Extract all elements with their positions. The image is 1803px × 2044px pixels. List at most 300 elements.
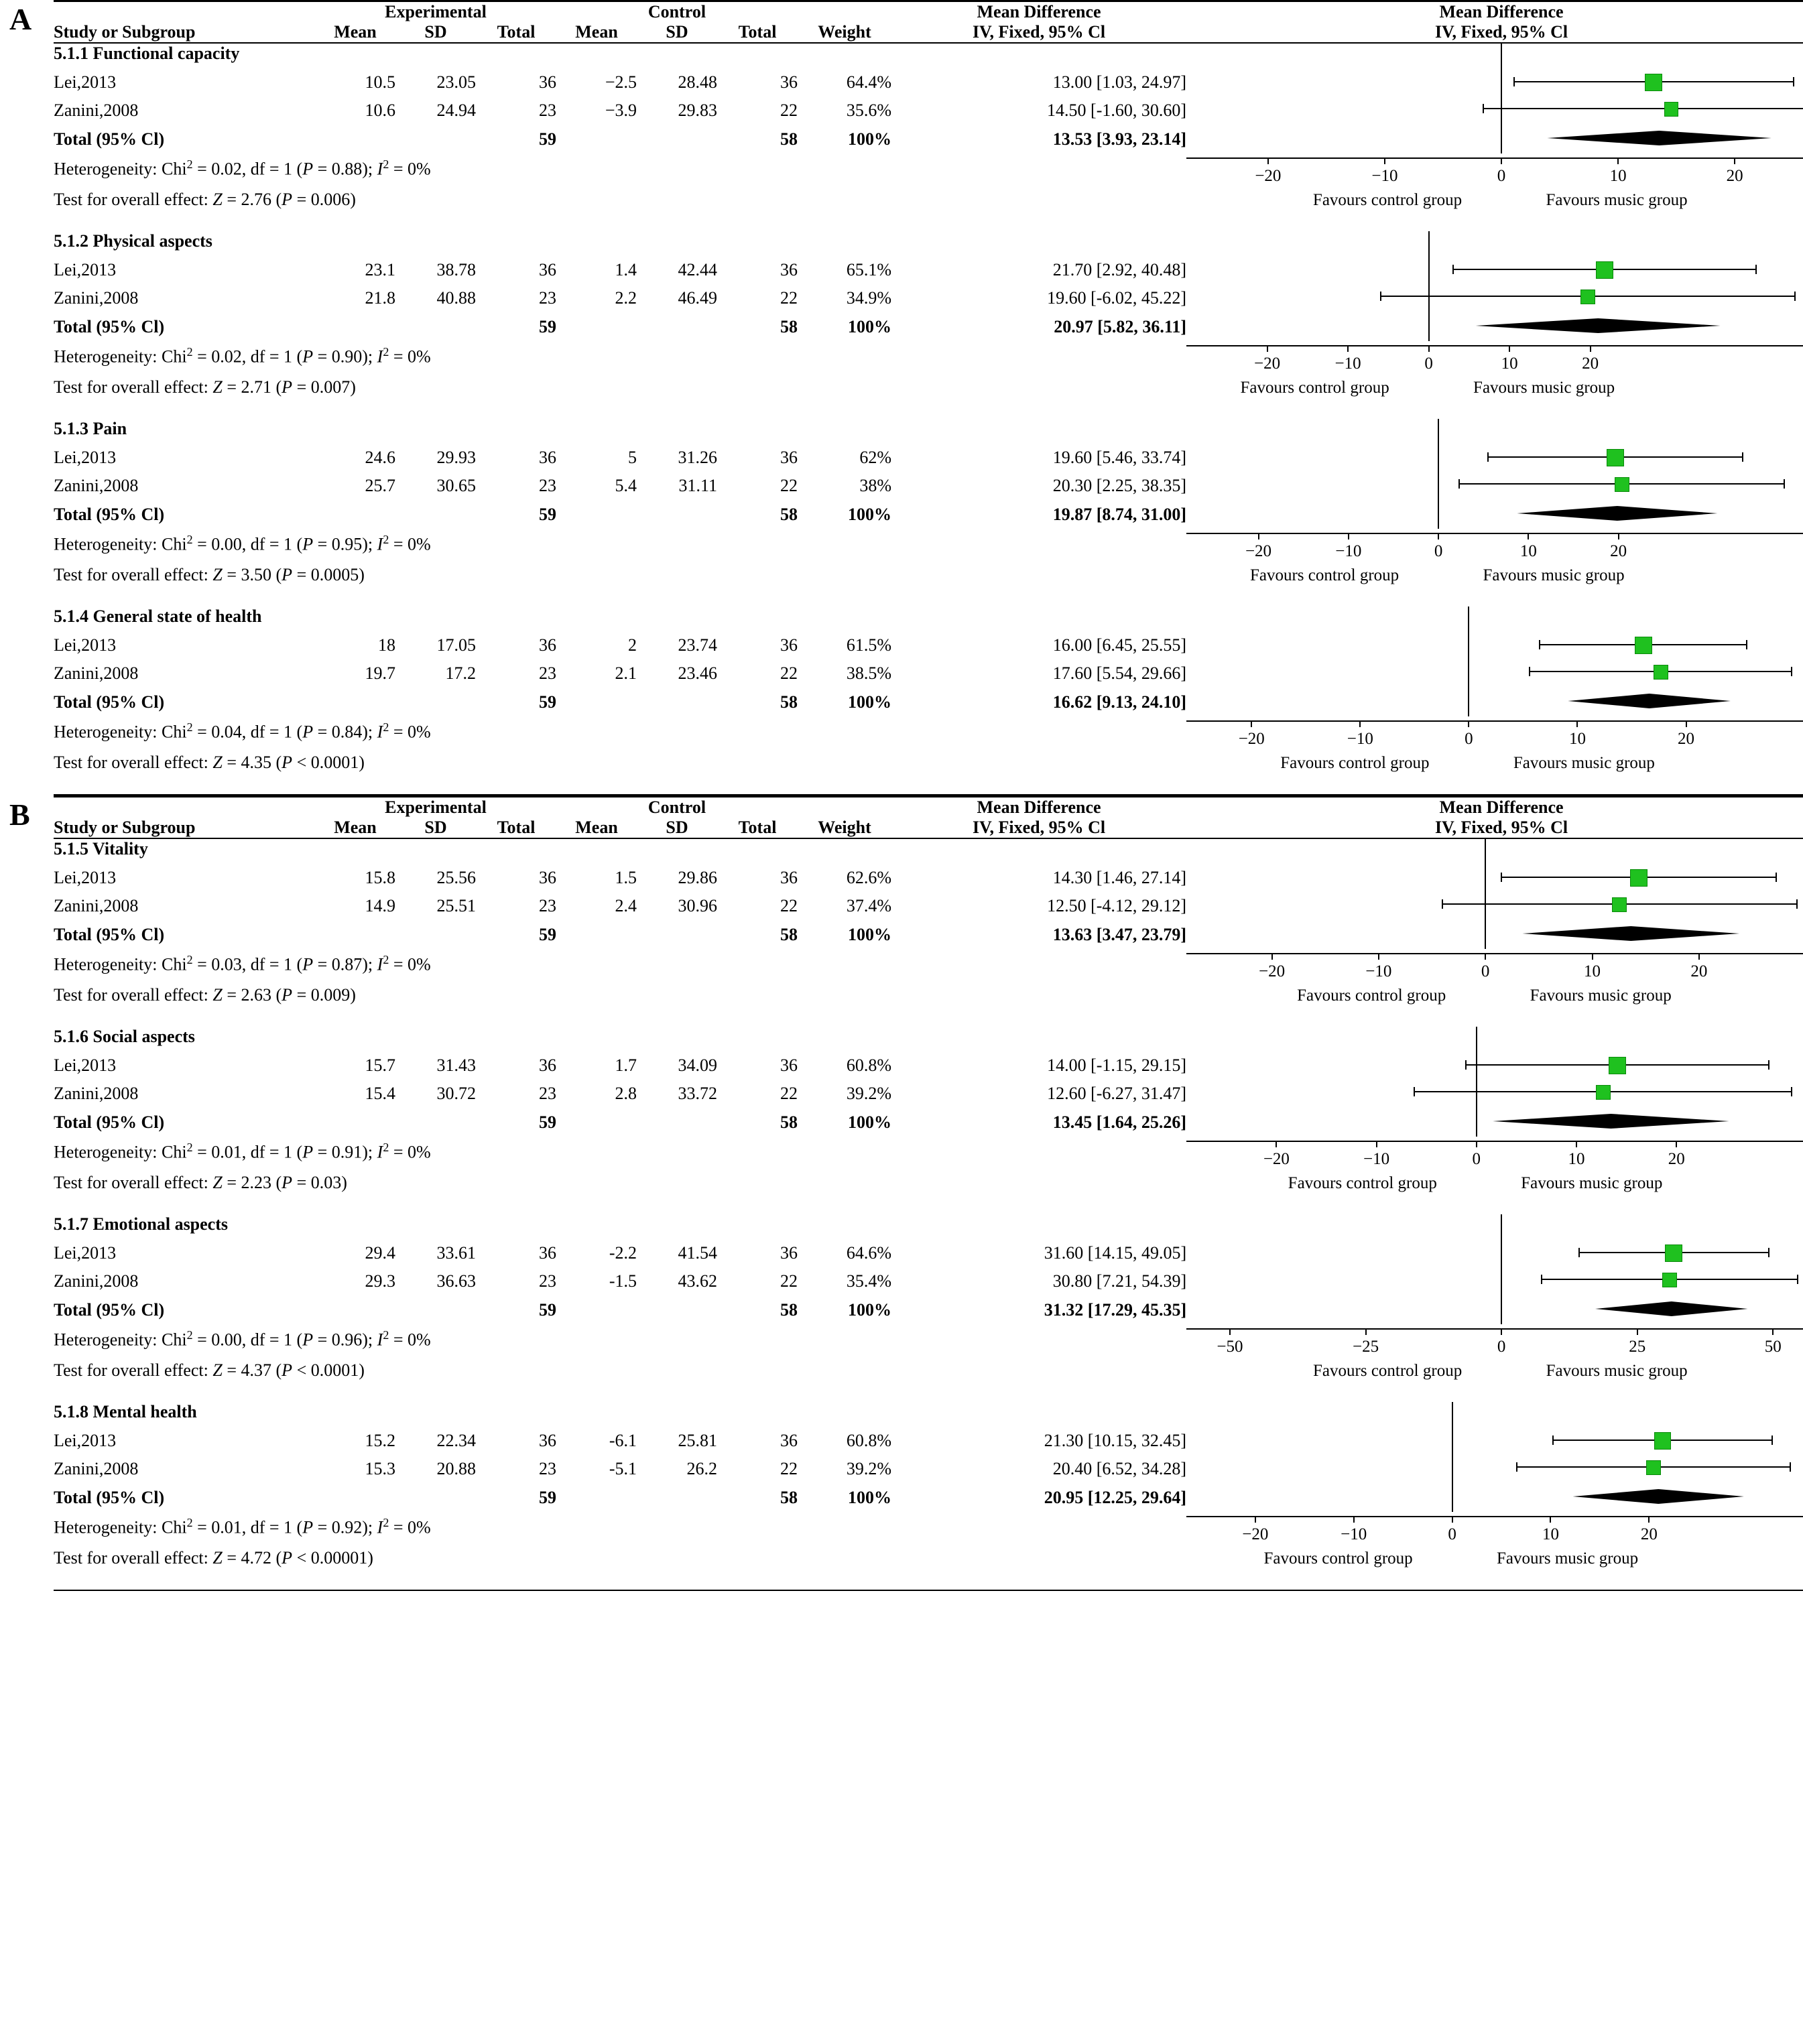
favours-right-label: Favours music group	[1530, 986, 1672, 1005]
subgroup-block	[54, 419, 1803, 594]
forest-table	[54, 797, 1803, 838]
ctl-total: 22	[780, 1271, 798, 1291]
ci-cap-right	[1794, 292, 1796, 301]
axis-tick-label: 10	[1584, 962, 1601, 980]
axis-tick-label: 10	[1568, 730, 1586, 748]
exp-mean: 10.6	[365, 101, 395, 120]
total-exp-n: 59	[539, 1487, 556, 1507]
axis-tick-label: −10	[1363, 1150, 1390, 1168]
total-exp-n: 59	[539, 1299, 556, 1320]
subgroup-title: 5.1.7 Emotional aspects	[54, 1214, 228, 1234]
pooled-diamond	[1186, 1488, 1803, 1505]
ctl-mean: -2.2	[609, 1242, 637, 1263]
total-ctl-n: 58	[780, 316, 798, 336]
study-name: Zanini,2008	[54, 896, 139, 915]
total-mean-difference: 16.62 [9.13, 24.10]	[1052, 692, 1187, 712]
mean-difference-value: 19.60 [-6.02, 45.22]	[1047, 288, 1187, 308]
total-ctl-n: 58	[780, 129, 798, 149]
study-name: Lei,2013	[54, 259, 117, 279]
ctl-total: 36	[780, 447, 798, 467]
mean-difference-value: 21.70 [2.92, 40.48]	[1052, 259, 1187, 279]
panel-letter: A	[9, 2, 32, 36]
header-exp-sd: SD	[424, 818, 447, 837]
weight-value: 35.4%	[846, 1271, 891, 1291]
plot-axis	[1186, 533, 1803, 594]
ctl-mean: 5	[628, 447, 637, 467]
axis-tick-label: 20	[1610, 542, 1627, 560]
total-exp-n: 59	[539, 692, 556, 712]
axis-cell	[1186, 1141, 1803, 1202]
axis-tick-label: 0	[1481, 962, 1490, 980]
mean-difference-value: 21.30 [10.15, 32.45]	[1044, 1430, 1187, 1450]
total-weight: 100%	[848, 129, 891, 149]
axis-tick-label: −10	[1335, 542, 1362, 560]
axis-tick	[1384, 157, 1385, 164]
ci-cap-left	[1380, 292, 1381, 301]
subgroup-title: 5.1.2 Physical aspects	[54, 231, 212, 251]
exp-mean: 10.5	[365, 72, 395, 92]
axis-tick	[1229, 1328, 1231, 1335]
ctl-sd: 25.81	[678, 1430, 717, 1450]
total-mean-difference: 19.87 [8.74, 31.00]	[1052, 504, 1187, 524]
exp-sd: 20.88	[436, 1459, 476, 1478]
axis-tick-label: 0	[1497, 167, 1506, 185]
axis-tick	[1378, 953, 1379, 960]
ctl-mean: -6.1	[609, 1430, 637, 1450]
axis-tick-label: 25	[1629, 1338, 1646, 1356]
header-weight: Weight	[818, 22, 871, 42]
mean-difference-value: 17.60 [5.54, 29.66]	[1052, 663, 1187, 683]
subgroup-title-row	[54, 606, 1803, 635]
ctl-total: 36	[780, 1055, 798, 1075]
heterogeneity-text: Heterogeneity: Chi$^2$ = 0.02, df = 1 (P = 0.90); $I^2 = 0\%$	[54, 345, 431, 367]
weight-value: 38.5%	[846, 663, 891, 683]
ci-cap-left	[1529, 667, 1530, 676]
ci-cap-left	[1483, 104, 1484, 113]
weight-value: 60.8%	[846, 1055, 891, 1075]
header-mean-difference: Mean Difference	[977, 2, 1101, 21]
axis-line	[1186, 1516, 1803, 1517]
ctl-sd: 31.26	[678, 447, 717, 467]
plot-axis	[1186, 1516, 1803, 1578]
mean-difference-value: 30.80 [7.21, 54.39]	[1052, 1271, 1187, 1291]
header-md-sub: IV, Fixed, 95% Cl	[972, 818, 1106, 837]
mean-difference-value: 19.60 [5.46, 33.74]	[1052, 447, 1187, 467]
axis-tick-label: −20	[1254, 355, 1281, 373]
axis-line	[1186, 1328, 1803, 1330]
subgroup-title-row	[54, 1214, 1803, 1243]
heterogeneity-row	[54, 533, 1803, 565]
header-md-sub-plot: IV, Fixed, 95% Cl	[1434, 818, 1568, 837]
header-experimental: Experimental	[385, 2, 487, 21]
axis-tick-label: 50	[1764, 1338, 1782, 1356]
exp-total: 36	[539, 1430, 556, 1450]
ctl-sd: 26.2	[686, 1459, 717, 1478]
study-name: Lei,2013	[54, 447, 117, 467]
exp-sd: 25.56	[436, 867, 476, 887]
forest-plot	[1186, 606, 1803, 720]
heterogeneity-text: Heterogeneity: Chi$^2$ = 0.04, df = 1 (P = 0.84); $I^2 = 0\%$	[54, 720, 431, 742]
subgroup-title-row	[54, 1402, 1803, 1431]
header-md-sub: IV, Fixed, 95% Cl	[972, 22, 1106, 42]
exp-sd: 31.43	[436, 1055, 476, 1075]
favours-left-label: Favours control group	[1312, 191, 1463, 209]
total-mean-difference: 13.53 [3.93, 23.14]	[1052, 129, 1187, 149]
weight-value: 39.2%	[846, 1084, 891, 1103]
study-name: Zanini,2008	[54, 1084, 139, 1103]
axis-cell	[1186, 157, 1803, 219]
axis-tick-label: −25	[1352, 1338, 1379, 1356]
study-name: Zanini,2008	[54, 476, 139, 495]
ctl-sd: 42.44	[678, 259, 717, 279]
subgroup-block	[54, 606, 1803, 782]
axis-cell	[1186, 1516, 1803, 1578]
overall-effect-text: Test for overall effect: Z = 4.35 (P < 0.0001)	[54, 752, 365, 772]
total-weight: 100%	[848, 504, 891, 524]
exp-total: 36	[539, 867, 556, 887]
ctl-sd: 46.49	[678, 288, 717, 308]
header-control: Control	[647, 2, 706, 21]
ctl-mean: −2.5	[605, 72, 637, 92]
axis-tick-label: −10	[1347, 730, 1373, 748]
subgroup-title: 5.1.6 Social aspects	[54, 1027, 195, 1046]
axis-tick	[1772, 1328, 1774, 1335]
ctl-total: 22	[780, 288, 798, 308]
effect-marker	[1665, 1244, 1682, 1262]
axis-tick	[1376, 1141, 1377, 1147]
favours-right-label: Favours music group	[1546, 191, 1688, 209]
header-exp-sd: SD	[424, 22, 447, 42]
axis-tick-label: −50	[1217, 1338, 1243, 1356]
ci-cap-right	[1776, 873, 1777, 882]
axis-tick	[1501, 1328, 1502, 1335]
axis-tick-label: −10	[1371, 167, 1398, 185]
table-header-groups	[54, 2, 1803, 22]
mean-difference-value: 31.60 [14.15, 49.05]	[1044, 1242, 1187, 1263]
weight-value: 38%	[859, 476, 891, 495]
ctl-sd: 29.83	[678, 101, 717, 120]
subgroup-block	[54, 1402, 1803, 1578]
ci-cap-right	[1797, 1275, 1798, 1284]
ci-cap-left	[1452, 265, 1454, 274]
axis-tick-label: −20	[1242, 1525, 1269, 1543]
weight-value: 65.1%	[846, 259, 891, 279]
forest-plot	[1186, 839, 1803, 953]
axis-cell	[1186, 720, 1803, 782]
subgroup-title: 5.1.8 Mental health	[54, 1402, 197, 1421]
axis-tick-label: 10	[1568, 1150, 1585, 1168]
axis-tick-label: −10	[1341, 1525, 1367, 1543]
weight-value: 61.5%	[846, 635, 891, 655]
effect-marker	[1654, 1432, 1672, 1450]
axis-tick-label: 10	[1609, 167, 1627, 185]
axis-tick	[1468, 720, 1469, 727]
ctl-mean: 5.4	[615, 476, 637, 495]
header-md-sub-plot: IV, Fixed, 95% Cl	[1434, 22, 1568, 42]
favours-right-label: Favours music group	[1513, 754, 1655, 772]
total-label: Total (95% Cl)	[54, 1112, 165, 1132]
axis-tick-label: −20	[1258, 962, 1286, 980]
total-label: Total (95% Cl)	[54, 316, 165, 336]
axis-line	[1186, 345, 1803, 346]
plot-axis	[1186, 1141, 1803, 1202]
overall-effect-text: Test for overall effect: Z = 2.76 (P = 0.006)	[54, 189, 356, 209]
axis-tick-label: 0	[1434, 542, 1443, 560]
ci-cap-left	[1539, 640, 1540, 649]
axis-tick	[1648, 1516, 1650, 1523]
ctl-sd: 23.74	[678, 635, 717, 655]
header-blank2	[798, 797, 891, 818]
effect-marker	[1662, 1273, 1677, 1287]
axis-tick	[1267, 157, 1269, 164]
heterogeneity-text: Heterogeneity: Chi$^2$ = 0.01, df = 1 (P = 0.92); $I^2 = 0\%$	[54, 1516, 431, 1537]
ctl-mean: 1.7	[615, 1055, 637, 1075]
header-blank2	[798, 2, 891, 22]
ci-cap-right	[1755, 265, 1757, 274]
heterogeneity-row	[54, 953, 1803, 985]
ci-cap-left	[1513, 77, 1515, 86]
exp-total: 36	[539, 259, 556, 279]
exp-sd: 29.93	[436, 447, 476, 467]
ctl-total: 36	[780, 72, 798, 92]
header-weight: Weight	[818, 818, 871, 837]
effect-marker	[1630, 869, 1647, 887]
ci-cap-left	[1465, 1060, 1467, 1070]
subgroup-block	[54, 1027, 1803, 1202]
ctl-total: 36	[780, 1430, 798, 1450]
axis-tick-label: 0	[1448, 1525, 1456, 1543]
exp-mean: 23.1	[365, 259, 395, 279]
ci-cap-right	[1742, 452, 1743, 462]
exp-total: 23	[539, 476, 556, 495]
ctl-sd: 34.09	[678, 1055, 717, 1075]
header-ctl-total: Total	[738, 818, 777, 837]
exp-sd: 22.34	[436, 1430, 476, 1450]
axis-tick	[1734, 157, 1735, 164]
forest-plot	[1186, 44, 1803, 157]
header-control: Control	[647, 797, 706, 817]
heterogeneity-row	[54, 1328, 1803, 1360]
study-name: Zanini,2008	[54, 288, 139, 308]
ci-cap-left	[1414, 1087, 1415, 1096]
overall-effect-text: Test for overall effect: Z = 4.37 (P < 0.0001)	[54, 1360, 365, 1380]
ci-cap-left	[1501, 873, 1502, 882]
axis-tick-label: 10	[1542, 1525, 1559, 1543]
axis-tick-label: 0	[1424, 355, 1433, 373]
pooled-diamond	[1186, 505, 1803, 522]
exp-total: 36	[539, 635, 556, 655]
ctl-sd: 41.54	[678, 1242, 717, 1263]
effect-marker	[1645, 74, 1662, 91]
exp-mean: 21.8	[365, 288, 395, 308]
axis-tick-label: 20	[1678, 730, 1695, 748]
axis-cell	[1186, 1328, 1803, 1390]
ci-cap-right	[1796, 899, 1798, 909]
exp-sd: 30.65	[436, 476, 476, 495]
header-ctl-mean: Mean	[575, 818, 618, 837]
ci-cap-left	[1442, 899, 1443, 909]
exp-sd: 17.2	[445, 663, 476, 683]
axis-tick	[1271, 953, 1273, 960]
effect-marker	[1580, 290, 1595, 304]
exp-total: 23	[539, 288, 556, 308]
weight-value: 39.2%	[846, 1459, 891, 1478]
panel-b	[0, 795, 1803, 1591]
total-mean-difference: 20.95 [12.25, 29.64]	[1044, 1487, 1187, 1507]
favours-right-label: Favours music group	[1497, 1549, 1639, 1568]
weight-value: 62.6%	[846, 867, 891, 887]
heterogeneity-row	[54, 345, 1803, 377]
axis-tick-label: −10	[1334, 355, 1361, 373]
ci-cap-right	[1790, 1462, 1791, 1472]
ci-cap-left	[1458, 479, 1460, 489]
total-mean-difference: 13.63 [3.47, 23.79]	[1052, 924, 1187, 944]
ctl-total: 22	[780, 1459, 798, 1478]
subgroup-block	[54, 231, 1803, 407]
ctl-total: 22	[780, 896, 798, 915]
effect-marker	[1654, 665, 1668, 680]
weight-value: 64.6%	[846, 1242, 891, 1263]
axis-tick	[1576, 720, 1578, 727]
subgroup-title-row	[54, 839, 1803, 868]
total-weight: 100%	[848, 316, 891, 336]
exp-mean: 18	[378, 635, 395, 655]
forest-plot	[1186, 1027, 1803, 1141]
total-label: Total (95% Cl)	[54, 924, 165, 944]
total-mean-difference: 13.45 [1.64, 25.26]	[1052, 1112, 1187, 1132]
subgroup-title: 5.1.3 Pain	[54, 419, 127, 438]
header-exp-mean: Mean	[334, 22, 377, 42]
total-ctl-n: 58	[780, 504, 798, 524]
total-ctl-n: 58	[780, 1487, 798, 1507]
effect-marker	[1615, 477, 1629, 492]
mean-difference-value: 16.00 [6.45, 25.55]	[1052, 635, 1187, 655]
header-exp-mean: Mean	[334, 818, 377, 837]
overall-effect-text: Test for overall effect: Z = 2.63 (P = 0.009)	[54, 984, 356, 1005]
axis-tick-label: −20	[1263, 1150, 1290, 1168]
exp-mean: 19.7	[365, 663, 395, 683]
axis-tick-label: 20	[1582, 355, 1599, 373]
axis-tick-label: 20	[1640, 1525, 1658, 1543]
ctl-sd: 23.46	[678, 663, 717, 683]
exp-total: 36	[539, 1055, 556, 1075]
table-header-columns	[54, 818, 1803, 838]
axis-tick-label: 0	[1472, 1150, 1481, 1168]
axis-line	[1186, 953, 1803, 954]
effect-marker	[1646, 1460, 1661, 1475]
ctl-mean: 2.1	[615, 663, 637, 683]
overall-effect-text: Test for overall effect: Z = 2.71 (P = 0.007)	[54, 377, 356, 397]
ctl-total: 36	[780, 1242, 798, 1263]
ci-cap-right	[1771, 1435, 1773, 1445]
header-blank	[54, 2, 315, 22]
total-weight: 100%	[848, 1487, 891, 1507]
mean-difference-value: 20.40 [6.52, 34.28]	[1052, 1459, 1187, 1478]
header-study: Study or Subgroup	[54, 818, 196, 837]
plot-axis	[1186, 720, 1803, 782]
confidence-interval	[1483, 108, 1803, 109]
forest-table	[54, 2, 1803, 42]
ctl-sd: 43.62	[678, 1271, 717, 1291]
total-label: Total (95% Cl)	[54, 504, 165, 524]
total-ctl-n: 58	[780, 924, 798, 944]
ctl-total: 22	[780, 476, 798, 495]
exp-mean: 15.3	[365, 1459, 395, 1478]
plot-axis	[1186, 953, 1803, 1015]
total-mean-difference: 20.97 [5.82, 36.11]	[1054, 316, 1187, 336]
mean-difference-value: 13.00 [1.03, 24.97]	[1052, 72, 1187, 92]
subgroup-title-row	[54, 44, 1803, 72]
panel-letter: B	[9, 797, 30, 832]
ctl-mean: -5.1	[609, 1459, 637, 1478]
exp-total: 23	[539, 896, 556, 915]
exp-total: 23	[539, 1271, 556, 1291]
plot-cell	[1186, 44, 1803, 157]
axis-cell	[1186, 953, 1803, 1015]
ctl-total: 22	[780, 101, 798, 120]
ci-cap-left	[1552, 1435, 1554, 1445]
forest-plot	[1186, 231, 1803, 345]
header-ctl-sd: SD	[666, 22, 688, 42]
axis-cell	[1186, 533, 1803, 594]
exp-mean: 15.8	[365, 867, 395, 887]
ctl-sd: 29.86	[678, 867, 717, 887]
pooled-diamond	[1186, 1112, 1803, 1130]
forest-plot	[1186, 419, 1803, 533]
axis-line	[1186, 1141, 1803, 1142]
axis-line	[1186, 720, 1803, 722]
favours-left-label: Favours control group	[1313, 1362, 1463, 1380]
plot-cell	[1186, 419, 1803, 533]
header-experimental: Experimental	[385, 797, 487, 817]
axis-tick	[1637, 1328, 1638, 1335]
favours-left-label: Favours control group	[1288, 1174, 1437, 1192]
study-name: Zanini,2008	[54, 663, 139, 683]
ctl-total: 36	[780, 259, 798, 279]
ctl-total: 36	[780, 867, 798, 887]
effect-marker	[1607, 449, 1624, 466]
axis-tick	[1267, 345, 1268, 352]
axis-tick	[1255, 1516, 1256, 1523]
axis-tick	[1452, 1516, 1453, 1523]
axis-tick-label: 20	[1690, 962, 1708, 980]
axis-tick	[1550, 1516, 1551, 1523]
study-name: Zanini,2008	[54, 1459, 139, 1478]
ctl-mean: 1.4	[615, 259, 637, 279]
weight-value: 64.4%	[846, 72, 891, 92]
axis-tick-label: 20	[1668, 1150, 1685, 1168]
study-name: Lei,2013	[54, 72, 117, 92]
total-exp-n: 59	[539, 1112, 556, 1132]
forest-plot	[1186, 1214, 1803, 1328]
total-label: Total (95% Cl)	[54, 1299, 165, 1320]
plot-cell	[1186, 1214, 1803, 1328]
total-ctl-n: 58	[780, 692, 798, 712]
axis-tick	[1686, 720, 1687, 727]
axis-tick-label: −20	[1255, 167, 1282, 185]
header-blank	[54, 797, 315, 818]
effect-marker	[1609, 1057, 1626, 1074]
axis-tick	[1698, 953, 1700, 960]
panel-a	[0, 0, 1803, 795]
axis-tick	[1676, 1141, 1677, 1147]
axis-tick	[1251, 720, 1252, 727]
ctl-mean: -1.5	[609, 1271, 637, 1291]
ci-cap-right	[1793, 77, 1794, 86]
ctl-mean: −3.9	[605, 101, 637, 120]
table-header-groups	[54, 797, 1803, 818]
total-ctl-n: 58	[780, 1299, 798, 1320]
